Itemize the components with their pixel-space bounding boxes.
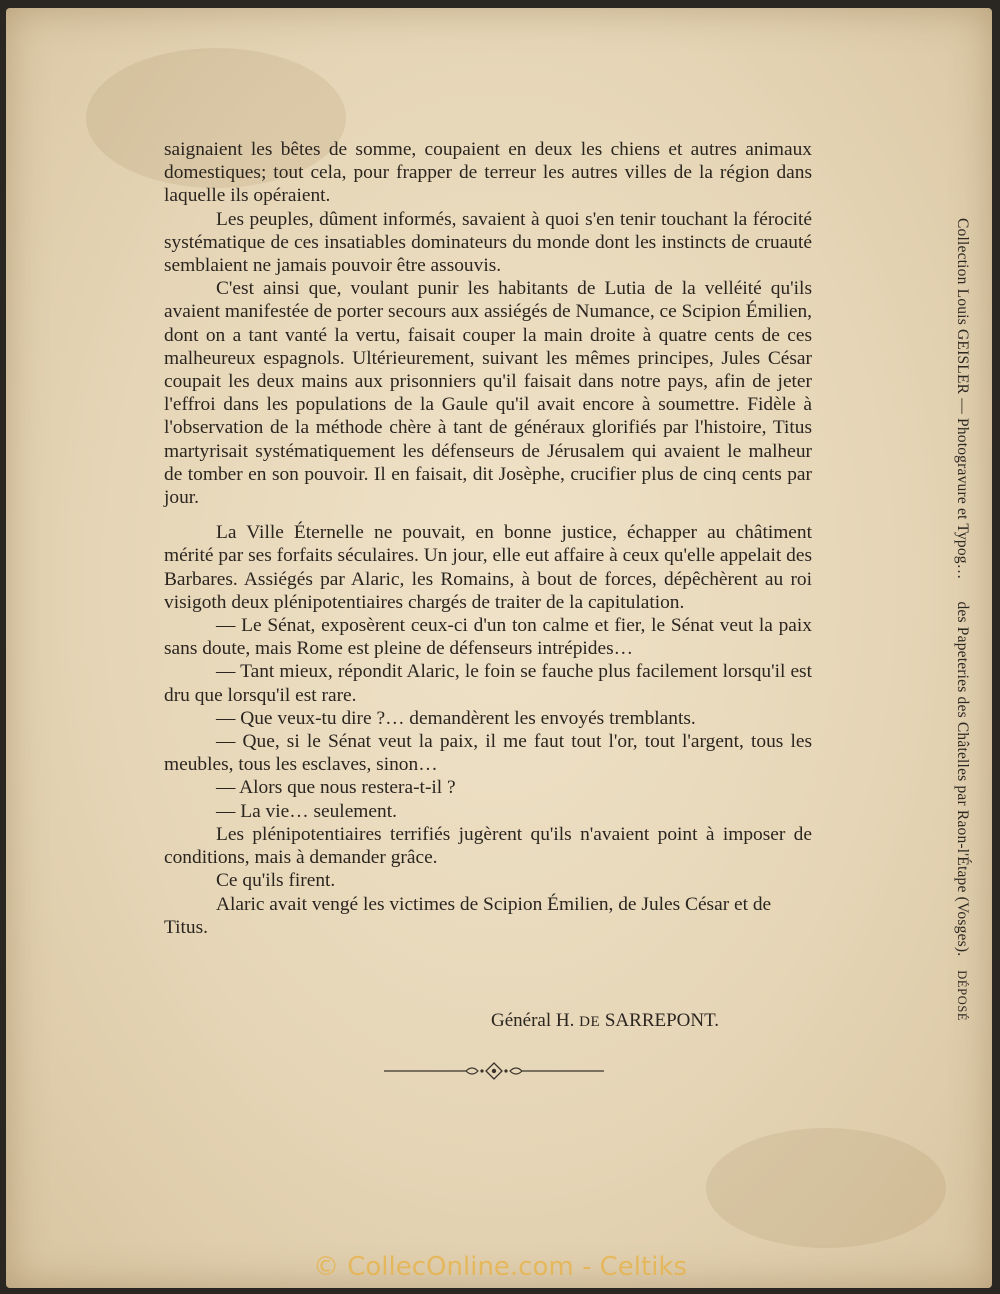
dialogue-line: — La vie… seulement. <box>216 800 397 822</box>
dialogue-line: — Tant mieux, répondit Alaric, le foin se fauche plus facilement lorsqu'il est dru que lorsqu'il est rare. <box>164 661 812 706</box>
paragraph: Les plénipotentiaires terrifiés jugèrent qu'ils n'avaient point à imposer de conditions, mais à demander grâce. <box>164 823 812 869</box>
dialogue-line: — Que, si le Sénat veut la paix, il me faut tout l'or, tout l'argent, tous les meubles, tous les esclaves, sinon… <box>164 731 812 776</box>
watermark: © CollecOnline.com - Celtiks <box>312 1252 688 1282</box>
author-signature <box>491 1010 719 1032</box>
paragraph: Les peuples, dûment informés, savaient à quoi s'en tenir touchant la férocité systématique de ces insatiables dominateurs du monde dont les instincts de cruauté semblaient ne jamais pouvoir être assouvis. <box>164 208 812 277</box>
paragraph: Alaric avait vengé les victimes de Scipion Émilien, de Jules César et de Titus. <box>164 893 772 938</box>
signature-particle: DE <box>579 1014 601 1030</box>
side-imprint <box>953 218 971 1021</box>
paragraph: Ce qu'ils firent. <box>216 870 336 892</box>
signature-prefix: Général H. <box>491 1010 580 1031</box>
dialogue-line: — Le Sénat, exposèrent ceux-ci d'un ton calme et fier, le Sénat veut la paix sans doute, mais Rome est pleine de défenseurs intrépides… <box>164 615 812 660</box>
side-imprint-part1: Collection Louis GEISLER — Photogravure et Typog… <box>954 218 971 580</box>
body-text <box>164 138 812 939</box>
side-imprint-part3: DÉPOSÉ <box>955 970 969 1022</box>
paragraph: C'est ainsi que, voulant punir les habitants de Lutia de la velléité qu'ils avaient manifestée de porter secours aux assiégés de Numance, ce Scipion Émilien, dont on a tant vanté la vertu, faisait couper la main droite à quatre cents de ces malheureux espagnols. Ultérieurement, suivant les mêmes principes, Jules César coupait les deux mains aux prisonniers qu'il faisait dans notre pays, afin de jeter l'effroi dans les populations de la Gaule qu'il avait encore à soumettre. Fidèle à l'observation de la méthode chère à tant de généraux glorifiés par l'histoire, Titus martyrisait systématiquement les défenseurs de Jérusalem qui avaient le malheur de tomber en son pouvoir. Il en faisait, dit Josèphe, crucifier plus de cinq cents par jour. <box>164 278 812 509</box>
paragraph: La Ville Éternelle ne pouvait, en bonne justice, échapper au châtiment mérité par ses forfaits séculaires. Un jour, elle eut affaire à ceux qu'elle appelait des Barbares. Assiégés par Alaric, les Romains, à bout de forces, dépêchèrent au roi visigoth deux plénipotentiaires chargés de traiter de la capitulation. <box>164 522 812 613</box>
ornament-divider <box>384 1060 604 1082</box>
dialogue-line: — Que veux-tu dire ?… demandèrent les envoyés tremblants. <box>216 707 696 729</box>
side-imprint-part2: des Papeteries des Châtelles par Raon-l'Étape (Vosges). <box>954 601 971 957</box>
paragraph: saignaient les bêtes de somme, coupaient en deux les chiens et autres animaux domestiques; tout cela, pour frapper de terreur les autres villes de la région dans laquelle ils opéraient. <box>164 139 812 207</box>
paper-stain <box>706 1128 946 1248</box>
document-page <box>6 8 992 1288</box>
signature-name: SARREPONT. <box>600 1010 720 1031</box>
dialogue-line: — Alors que nous restera-t-il ? <box>216 777 456 799</box>
